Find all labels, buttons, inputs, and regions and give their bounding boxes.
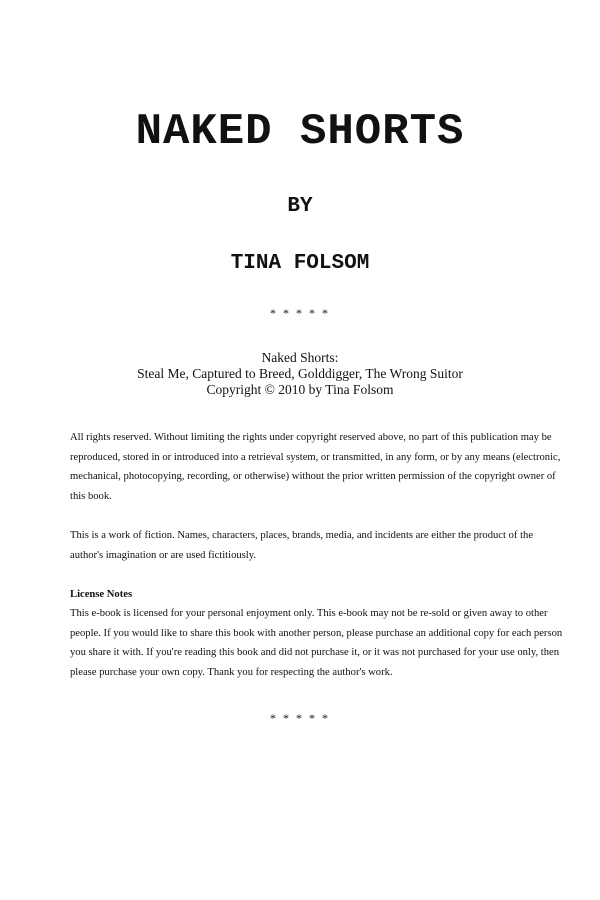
rights-paragraph — [70, 428, 561, 506]
copyright-line-notice: Copyright © 2010 by Tina Folsom — [206, 382, 394, 397]
fiction-line: author's imagination or are used fictitiously. — [70, 549, 256, 561]
rights-line: this book. — [70, 490, 112, 502]
license-line: please purchase your own copy. Thank you for respecting the author's work. — [70, 666, 393, 678]
rights-line: All rights reserved. Without limiting the rights under copyright reserved above, no part of this publication may be — [70, 432, 552, 443]
rights-line: mechanical, photocopying, recording, or otherwise) without the prior written permission of the copyright owner of — [70, 471, 556, 482]
book-title: NAKED SHORTS — [135, 107, 465, 157]
copyright-block — [0, 350, 600, 398]
by-line: BY — [287, 195, 313, 218]
license-notes-heading: License Notes — [70, 589, 133, 600]
license-paragraph — [70, 604, 563, 682]
copyright-line-title: Naked Shorts: — [261, 350, 339, 365]
license-line: people. If you would like to share this book with another person, please purchase an additional copy for each person — [70, 627, 563, 639]
fiction-line: This is a work of fiction. Names, characters, places, brands, media, and incidents are either the product of the — [70, 530, 534, 541]
rights-line: reproduced, stored in or introduced into a retrieval system, or transmitted, in any form, or by any means (electronic, — [70, 451, 561, 463]
section-separator-bottom: * * * * * — [270, 711, 330, 725]
section-separator-top: * * * * * — [270, 306, 330, 320]
fiction-paragraph — [70, 526, 534, 565]
license-line: you share it with. If you're reading this book and did not purchase it, or it was not purchased for your use only, then — [70, 647, 560, 658]
license-line: This e-book is licensed for your personal enjoyment only. This e-book may not be re-sold or given away to other — [70, 608, 548, 619]
author-name: TINA FOLSOM — [230, 252, 370, 275]
copyright-line-stories: Steal Me, Captured to Breed, Golddigger, The Wrong Suitor — [137, 366, 463, 381]
